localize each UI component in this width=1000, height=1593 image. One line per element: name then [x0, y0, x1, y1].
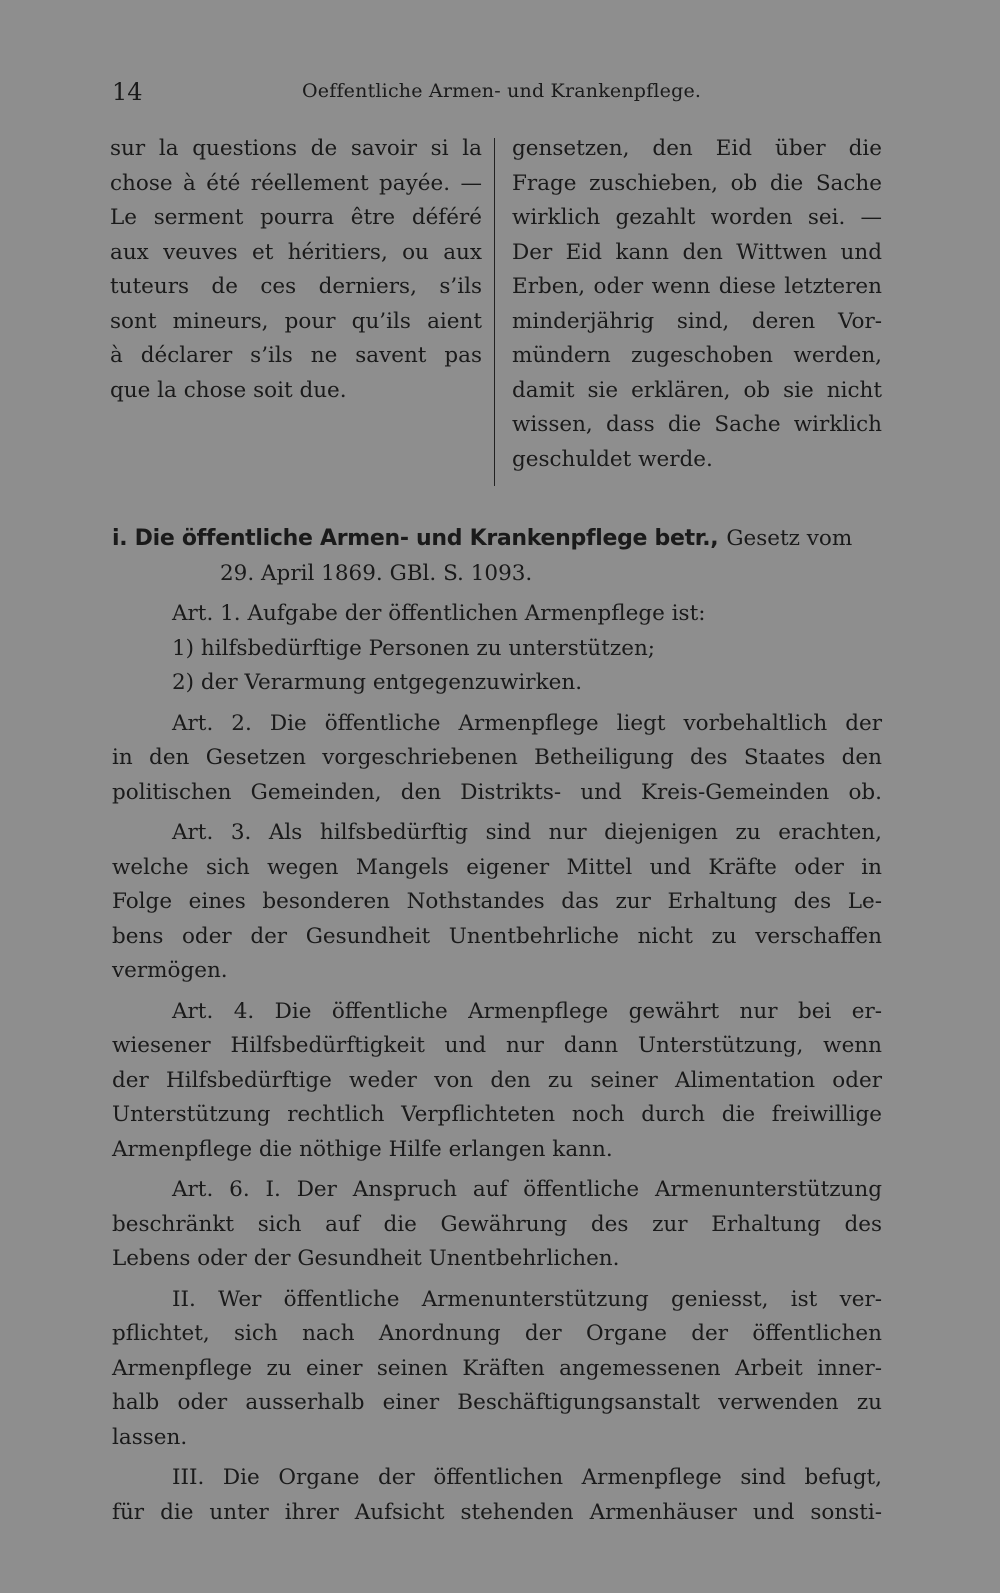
text-line: Le serment pourra être déféré: [110, 205, 482, 230]
law-section: [112, 522, 882, 1530]
text-line: wissen, dass die Sache wirklich: [512, 412, 882, 437]
section-subtitle: Gesetz vom: [726, 526, 853, 551]
text-line: que la chose soit due.: [110, 377, 347, 403]
text-line: politischen Gemeinden, den Distrikts- und Kreis-Gemeinden ob.: [112, 779, 882, 805]
article-1: [112, 597, 882, 701]
text-line: mündern zugeschoben werden,: [512, 343, 882, 368]
text-line: Art. 3. Als hilfsbedürftig sind nur diejenigen zu erachten,: [172, 820, 882, 845]
text-line: Armenpflege die nöthige Hilfe erlangen kann.: [112, 1136, 613, 1162]
text-line: beschränkt sich auf die Gewährung des zur Erhaltung des: [112, 1211, 882, 1237]
section-citation: 29. April 1869. GBl. S. 1093.: [220, 560, 533, 586]
page-number: 14: [112, 78, 143, 106]
text-line: geschuldet werde.: [512, 446, 713, 472]
text-line: à déclarer s’ils ne savent pas: [110, 343, 482, 368]
text-line: minderjährig sind, deren Vor-: [512, 308, 882, 334]
text-line: Art. 4. Die öffentliche Armenpflege gewährt nur bei er-: [172, 998, 882, 1024]
article-6-paragraph-2: [112, 1283, 882, 1456]
running-title: Oeffentliche Armen- und Krankenpflege.: [302, 80, 702, 102]
text-line: Lebens oder der Gesundheit Unentbehrlichen.: [112, 1246, 620, 1271]
text-line: Art. 6. I. Der Anspruch auf öffentliche Armenunterstützung: [172, 1177, 882, 1202]
text-line: tuteurs de ces derniers, s’ils: [110, 274, 482, 299]
section-title: i. Die öffentliche Armen- und Krankenpflege betr.,: [112, 526, 719, 551]
text-line: Armenpflege zu einer seinen Kräften angemessenen Arbeit inner-: [112, 1355, 882, 1381]
text-line: III. Die Organe der öffentlichen Armenpflege sind befugt,: [172, 1465, 882, 1490]
text-line: damit sie erklären, ob sie nicht: [512, 377, 882, 403]
section-heading: [112, 522, 882, 557]
text-line: II. Wer öffentliche Armenunterstützung geniesst, ist ver-: [172, 1286, 882, 1312]
text-line: sont mineurs, pour qu’ils aient: [110, 308, 482, 334]
text-line: bens oder der Gesundheit Unentbehrliche nicht zu verschaffen: [112, 923, 882, 949]
text-line: Art. 1. Aufgabe der öffentlichen Armenpflege ist:: [172, 601, 706, 626]
text-line: Art. 2. Die öffentliche Armenpflege liegt vorbehaltlich der: [172, 710, 882, 736]
column-divider: [494, 138, 495, 486]
text-line: wirklich gezahlt worden sei. —: [512, 205, 882, 230]
article-2: [112, 707, 882, 811]
german-column: [512, 132, 882, 477]
text-line: chose à été réellement payée. —: [110, 170, 482, 196]
text-line: Folge eines besonderen Nothstandes das zur Erhaltung des Le-: [112, 889, 882, 914]
text-line: Der Eid kann den Wittwen und: [512, 239, 882, 265]
french-column: [110, 132, 482, 408]
text-line: 2) der Verarmung entgegenzuwirken.: [172, 670, 583, 695]
text-line: der Hilfsbedürftige weder von den zu seiner Alimentation oder: [112, 1067, 882, 1093]
text-line: Erben, oder wenn diese letzteren: [512, 274, 882, 299]
text-line: Frage zuschieben, ob die Sache: [512, 170, 882, 196]
text-line: lassen.: [112, 1424, 188, 1450]
article-6-paragraph-3: [112, 1461, 882, 1530]
text-line: welche sich wegen Mangels eigener Mittel und Kräfte oder in: [112, 854, 882, 880]
article-6-paragraph-1: [112, 1173, 882, 1277]
text-line: halb oder ausserhalb einer Beschäftigungsanstalt verwenden zu: [112, 1390, 882, 1415]
text-line: wiesener Hilfsbedürftigkeit und nur dann Unterstützung, wenn: [112, 1033, 882, 1058]
page-header: [112, 78, 892, 110]
text-line: in den Gesetzen vorgeschriebenen Betheiligung des Staates den: [112, 745, 882, 770]
text-line: für die unter ihrer Aufsicht stehenden Armenhäuser und sonsti-: [112, 1499, 882, 1525]
article-3: [112, 816, 882, 989]
text-line: vermögen.: [112, 958, 228, 983]
article-4: [112, 995, 882, 1168]
text-line: pflichtet, sich nach Anordnung der Organe der öffentlichen: [112, 1321, 882, 1346]
text-line: aux veuves et héritiers, ou aux: [110, 239, 482, 265]
text-line: gensetzen, den Eid über die: [512, 136, 882, 161]
text-line: 1) hilfsbedürftige Personen zu unterstützen;: [172, 635, 656, 661]
text-line: sur la questions de savoir si la: [110, 136, 482, 161]
text-line: Unterstützung rechtlich Verpflichteten noch durch die freiwillige: [112, 1102, 882, 1127]
